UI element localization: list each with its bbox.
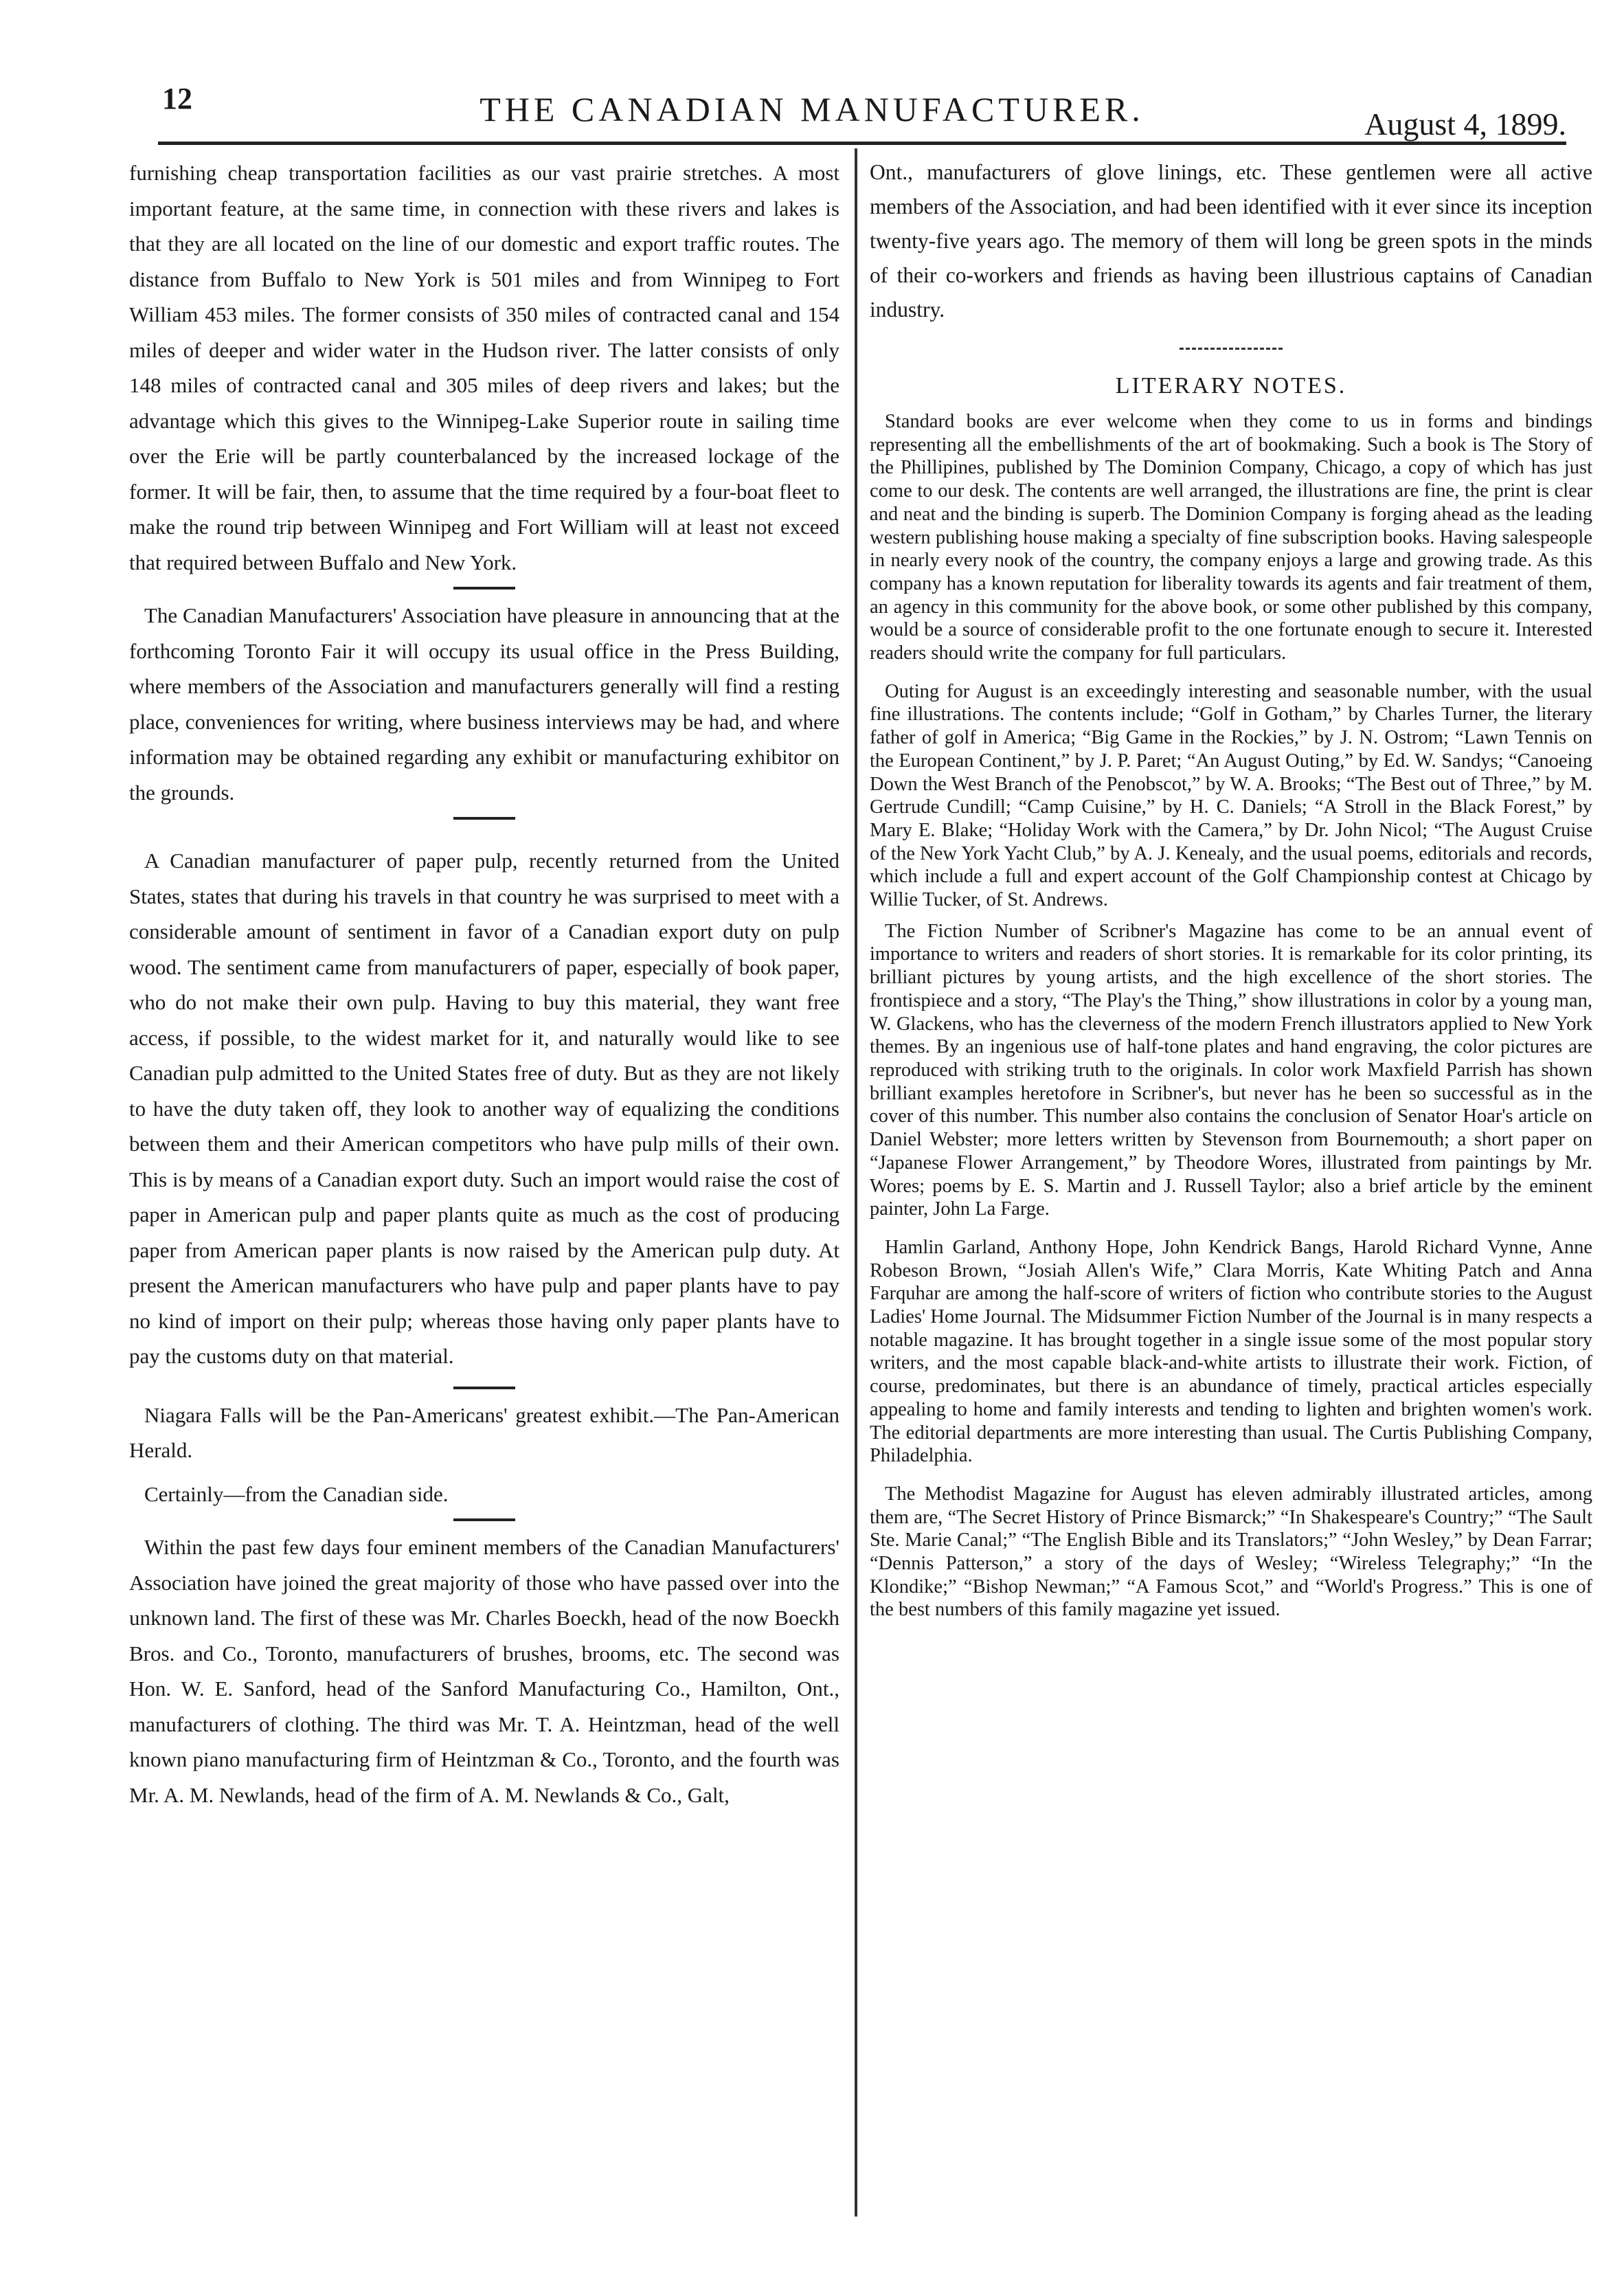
section-divider	[453, 817, 515, 820]
article-obituary-paragraph: Within the past few days four eminent members of the Canadian Manufacturers' Association have joined the great majority of those who have passed over into the unknown land. The first of these was Mr. Charles Boeckh, head of the now Boeckh Bros. and Co., Toronto, manufacturers of brushes, brooms, etc. The second was Hon. W. E. Sanford, head of the Sanford Manufacturing Co., Hamilton, Ont., manufacturers of clothing. The third was Mr. T. A. Heintzman, head of the well known piano manufacturing firm of Heintzman & Co., Toronto, and the fourth was Mr. A. M. Newlands, head of the firm of A. M. Newlands & Co., Galt,	[129, 1535, 839, 1807]
section-title-literary-notes: LITERARY NOTES.	[1115, 373, 1347, 399]
column-divider	[855, 148, 857, 2217]
article-paper-pulp-paragraph: A Canadian manufacturer of paper pulp, recently returned from the United States, states that during his travels in that country he was surprised to meet with a considerable amount of sentiment in favor of a Canadian export duty on pulp wood. The sentiment came from manufacturers of paper, especially of book paper, who do not make their own pulp. Having to buy this material, they want free access, if possible, to the widest market for it, and naturally would like to see Canadian pulp admitted to the United States free of duty. But as they are not likely to have the duty taken off, they look to another way of equalizing the conditions between them and their American competitors who have pulp mills of their own. This is by means of a Canadian export duty. Such an import would raise the cost of paper in American pulp and paper plants quite as much as the cost of producing paper from American paper plants is now raised by the American pulp duty. At present the American manufacturers who have pulp and paper plants have to pay no kind of import on their pulp; whereas those having only paper plants have to pay the customs duty on that material.	[129, 849, 839, 1368]
masthead-title: THE CANADIAN MANUFACTURER.	[480, 90, 1144, 128]
note-outing-magazine: Outing for August is an exceedingly interesting and seasonable number, with the usual fine illustrations. The contents include; “Golf in Gotham,” by Charles Turner, the literary father of golf in America; “Big Game in the Rockies,” by J. N. Ostrom; “Lawn Tennis on the European Continent,” by J. P. Paret; “An August Outing,” by Ed. W. Sandys; “Canoeing Down the West Branch of the Penobscot,” by W. A. Brooks; “The Best out of Three,” by M. Gertrude Cundill; “Camp Cuisine,” by H. C. Daniels; “A Stroll in the Black Forest,” by Mary E. Blake; “Holiday Work with the Camera,” by Dr. John Nicol; “The August Cruise of the New York Yacht Club,” by A. J. Kenealy, and the usual poems, editorials and records, which include a full and expert account of the Golf Championship contest at Chicago by Willie Tucker, of St. Andrews.	[870, 680, 1592, 911]
article-toronto-fair-paragraph: The Canadian Manufacturers' Association have pleasure in announcing that at the forthcoming Toronto Fair it will occupy its usual office in the Press Building, where members of the Association and manufacturers generally will find a resting place, conveniences for writing, where business interviews may be had, and where information may be obtained regarding any exhibit or manufacturing exhibitor on the grounds.	[129, 603, 839, 805]
note-methodist-magazine: The Methodist Magazine for August has eleven admirably illustrated articles, among them are, “The Secret History of Prince Bismarck;” “In Shakespeare's Country;” “The Sault Ste. Marie Canal;” “The English Bible and its Translators;” “John Wesley,” by Dean Farrar; “Dennis Patterson,” a story of the days of Wesley; “Wireless Telegraphy;” “In the Klondike;” “Bishop Newman;” “A Famous Scot,” and “World's Progress.” This is one of the best numbers of this family magazine yet issued.	[870, 1483, 1592, 1621]
section-divider	[453, 587, 515, 590]
note-philippines-book: Standard books are ever welcome when they come to us in forms and bindings representing all the embellishments of the art of bookmaking. Such a book is The Story of the Phillipines, published by The Dominion Company, Chicago, a copy of which has just come to our desk. The contents are well arranged, the illustrations are fine, the print is clear and neat and the binding is superb. The Dominion Company is forging ahead as the leading western publishing house making a specialty of fine subscription books. Having salespeople in nearly every nook of the country, the company enjoys a large and growing trade. As this company has a known reputation for liberality towards its agents and fair treatment of them, an agency in this community for the above book, or some other published by this company, would be a source of considerable profit to the one fortunate enough to secure it. Interested readers should write the company for full particulars.	[870, 411, 1592, 664]
section-divider	[453, 1387, 515, 1389]
obituary-continuation-paragraph: Ont., manufacturers of glove linings, etc. These gentlemen were all active members of the Association, and had been identified with it ever since its inception twenty-five years ago. The memory of them will long be green spots in the minds of their co-workers and friends as having been illustrious captains of Canadian industry.	[870, 160, 1592, 322]
issue-date: August 4, 1899.	[1364, 106, 1566, 142]
article-transport-paragraph: furnishing cheap transportation facilities as our vast prairie stretches. A most important feature, at the same time, in connection with these rivers and lakes is that they are all located on the line of our domestic and export traffic routes. The distance from Buffalo to New York is 501 miles and from Winnipeg to Fort William 453 miles. The former consists of 350 miles of contracted canal and 154 miles of deeper and wider water in the Hudson river. The latter consists of only 148 miles of contracted canal and 305 miles of deep rivers and lakes; but the advantage which this gives to the Winnipeg-Lake Superior route in sailing time over the Erie will be partly counterbalanced by the increased lockage of the former. It will be fair, then, to assume that the time required by a four-boat fleet to make the round trip between Winnipeg and Fort William will at least not exceed that required between Buffalo and New York.	[129, 161, 839, 574]
left-column	[129, 155, 839, 1813]
niagara-quote: Niagara Falls will be the Pan-Americans' greatest exhibit.—The Pan-American Herald.	[129, 1402, 839, 1462]
note-ladies-home-journal: Hamlin Garland, Anthony Hope, John Kendrick Bangs, Harold Richard Vynne, Anne Robeson Brown, “Josiah Allen's Wife,” Clara Morris, Kate Whiting Patch and Anna Farquhar are among the half-score of writers of fiction who contribute stories to the August Ladies' Home Journal. The Midsummer Fiction Number of the Journal is in many respects a notable magazine. It has brought together in a single issue some of the most popular story writers, and the most capable black-and-white artists to illustrate their work. Fiction, of course, predominates, but there is an abundance of timely, practical articles especially appealing to home and family interests and tending to lighten and brighten women's work. The editorial departments are more interesting than usual. The Curtis Publishing Company, Philadelphia.	[870, 1236, 1592, 1467]
right-column	[870, 155, 1592, 1622]
note-scribners-magazine: The Fiction Number of Scribner's Magazine has come to be an annual event of importance to writers and readers of short stories. It is remarkable for its color printing, its brilliant pictures by young artists, and the high excellence of the short stories. The frontispiece and a story, “The Play's the Thing,” show illustrations in color by a young man, W. Glackens, who has the cleverness of the modern French illustrators applied to New York themes. By an ingenious use of half-tone plates and hand engraving, the color pictures are reproduced with striking truth to the originals. In color work Maxfield Parrish has shown brilliant examples heretofore in Scribner's, but never has he been so successful as in the cover of this number. This number also contains the conclusion of Senator Hoar's article on Daniel Webster; more letters written by Stevenson from Bournemouth; a short paper on “Japanese Flower Arrangement,” by Theodore Wores, illustrated from paintings by Mr. Wores; poems by E. S. Martin and J. Russell Taylor; also a brief article by the eminent painter, John La Farge.	[870, 920, 1592, 1220]
section-divider	[453, 1518, 515, 1521]
page-number: 12	[162, 82, 192, 115]
page-header	[0, 0, 1624, 142]
header-rule	[158, 142, 1566, 145]
niagara-reply: Certainly—from the Canadian side.	[144, 1481, 449, 1506]
section-divider	[1180, 348, 1283, 350]
